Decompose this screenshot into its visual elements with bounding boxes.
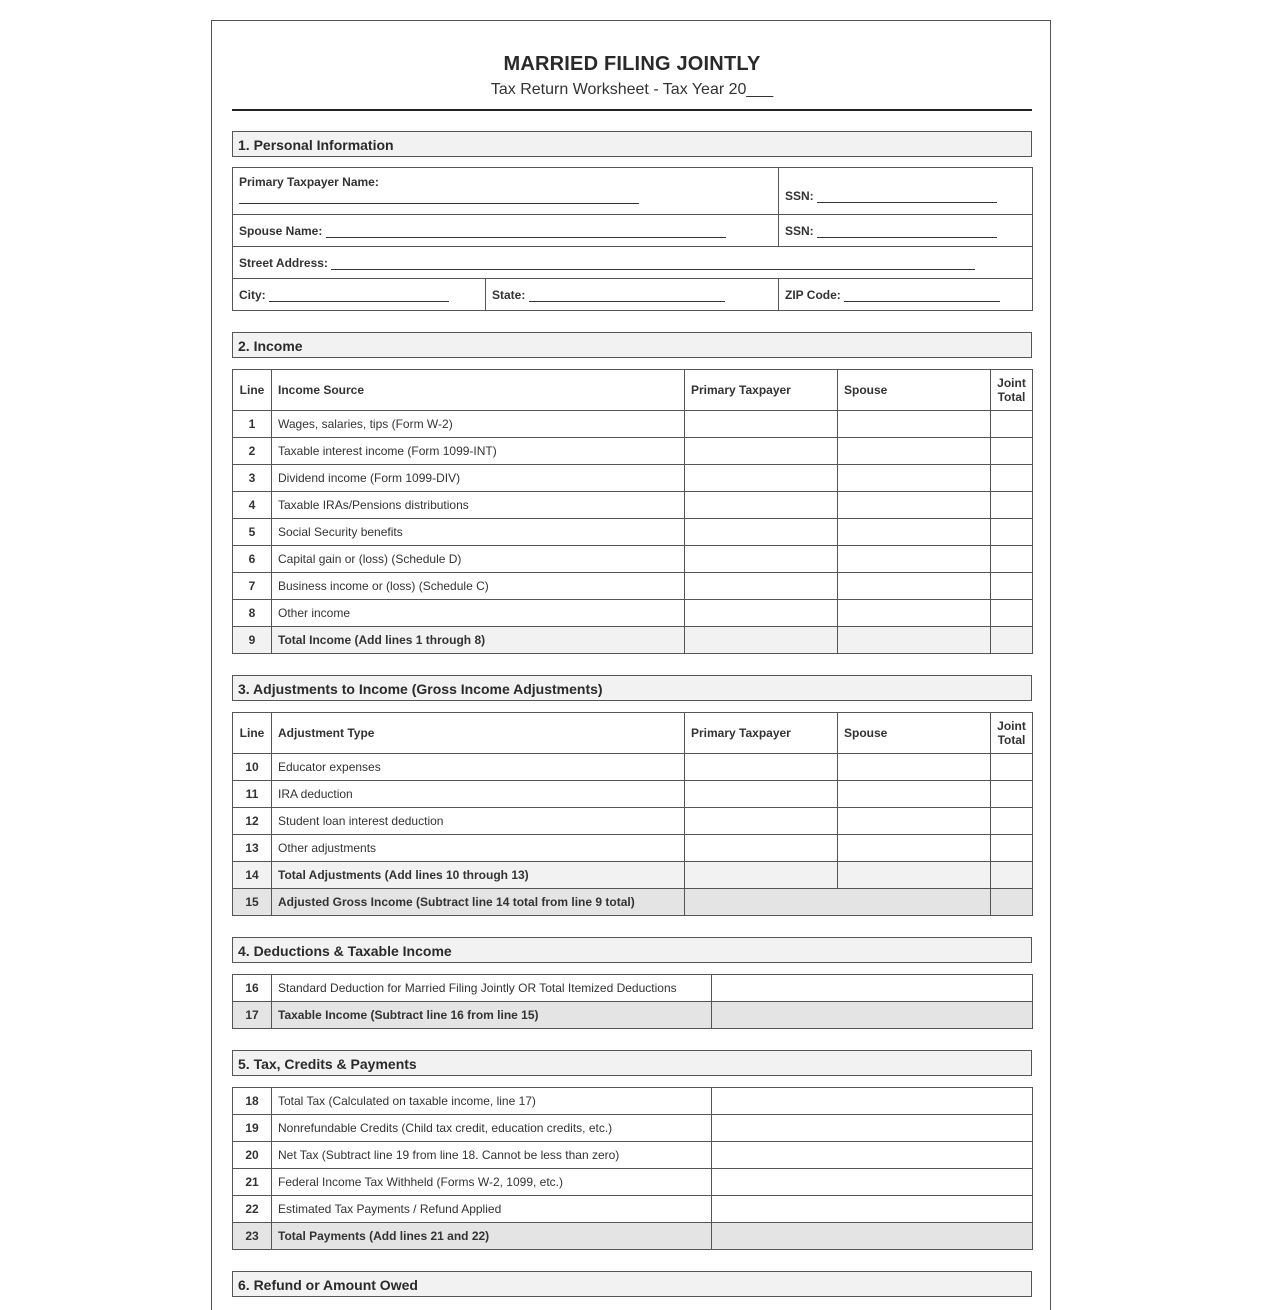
spouse-amount-cell[interactable]	[838, 465, 991, 492]
spouse-amount-cell[interactable]	[838, 781, 991, 808]
primary-amount-cell[interactable]	[685, 627, 838, 654]
agi-row	[233, 889, 1033, 916]
row-label: Total Tax (Calculated on taxable income, line 17)	[272, 1088, 712, 1115]
primary-amount-cell[interactable]	[685, 808, 838, 835]
row-label: Net Tax (Subtract line 19 from line 18. Cannot be less than zero)	[272, 1142, 712, 1169]
spouse-amount-cell[interactable]	[838, 411, 991, 438]
income-col-primary: Primary Taxpayer	[685, 370, 838, 411]
line-number: 17	[233, 1002, 272, 1029]
row-label: Nonrefundable Credits (Child tax credit, education credits, etc.)	[272, 1115, 712, 1142]
primary-name-field[interactable]	[239, 191, 639, 204]
spouse-amount-cell[interactable]	[838, 546, 991, 573]
line-number: 3	[233, 465, 272, 492]
primary-amount-cell[interactable]	[685, 492, 838, 519]
income-col-line: Line	[233, 370, 272, 411]
line-number: 15	[233, 889, 272, 916]
row-label: Standard Deduction for Married Filing Jointly OR Total Itemized Deductions	[272, 975, 712, 1002]
street-address-field[interactable]	[331, 257, 975, 270]
state-field[interactable]	[529, 289, 725, 302]
row-label: Taxable Income (Subtract line 16 from line 15)	[272, 1002, 712, 1029]
street-address-label: Street Address:	[239, 255, 328, 270]
adjustments-table	[232, 712, 1033, 916]
table-row	[233, 519, 1033, 546]
spouse-amount-cell[interactable]	[838, 573, 991, 600]
joint-total-cell[interactable]	[991, 862, 1033, 889]
spouse-amount-cell[interactable]	[838, 519, 991, 546]
primary-ssn-field[interactable]	[817, 190, 997, 203]
adjust-col-type: Adjustment Type	[272, 713, 685, 754]
row-label: Total Income (Add lines 1 through 8)	[272, 627, 685, 654]
row-label: Taxable interest income (Form 1099-INT)	[272, 438, 685, 465]
adjust-col-line: Line	[233, 713, 272, 754]
primary-amount-cell[interactable]	[685, 754, 838, 781]
spouse-name-field[interactable]	[326, 225, 726, 238]
title-divider	[232, 109, 1032, 111]
joint-total-cell[interactable]	[991, 573, 1033, 600]
joint-total-cell[interactable]	[991, 546, 1033, 573]
line-number: 22	[233, 1196, 272, 1223]
row-label: Capital gain or (loss) (Schedule D)	[272, 546, 685, 573]
joint-total-cell[interactable]	[991, 438, 1033, 465]
primary-amount-cell[interactable]	[685, 835, 838, 862]
spouse-ssn-field[interactable]	[817, 225, 997, 238]
joint-total-cell[interactable]	[991, 519, 1033, 546]
row-label: Wages, salaries, tips (Form W-2)	[272, 411, 685, 438]
state-cell[interactable]	[486, 279, 779, 311]
table-row	[233, 438, 1033, 465]
primary-name-label: Primary Taxpayer Name:	[239, 175, 379, 189]
amount-cell[interactable]	[712, 1002, 1033, 1029]
primary-ssn-cell[interactable]	[779, 168, 1033, 215]
page-subtitle: Tax Return Worksheet - Tax Year 20___	[490, 81, 774, 98]
line-number: 14	[233, 862, 272, 889]
tax-table	[232, 1087, 1033, 1250]
joint-total-cell[interactable]	[991, 835, 1033, 862]
zip-cell[interactable]	[779, 279, 1033, 311]
amount-cell[interactable]	[712, 1088, 1033, 1115]
total-adjustments-row	[233, 862, 1033, 889]
row-label: Student loan interest deduction	[272, 808, 685, 835]
amount-cell[interactable]	[712, 1115, 1033, 1142]
amount-cell[interactable]	[712, 1169, 1033, 1196]
row-label: Dividend income (Form 1099-DIV)	[272, 465, 685, 492]
joint-total-cell[interactable]	[991, 600, 1033, 627]
spouse-amount-cell[interactable]	[838, 600, 991, 627]
agi-amount-cell[interactable]	[685, 889, 991, 916]
spouse-amount-cell[interactable]	[838, 835, 991, 862]
line-number: 6	[233, 546, 272, 573]
primary-amount-cell[interactable]	[685, 862, 838, 889]
table-row	[233, 1142, 1033, 1169]
city-cell[interactable]	[233, 279, 486, 311]
primary-amount-cell[interactable]	[685, 465, 838, 492]
table-row	[233, 1115, 1033, 1142]
row-label: Social Security benefits	[272, 519, 685, 546]
joint-total-cell[interactable]	[991, 465, 1033, 492]
joint-total-cell[interactable]	[991, 411, 1033, 438]
primary-amount-cell[interactable]	[685, 519, 838, 546]
section-income-header: 2. Income	[232, 332, 1032, 358]
primary-ssn-label: SSN:	[785, 189, 814, 203]
spouse-amount-cell[interactable]	[838, 492, 991, 519]
table-row	[233, 573, 1033, 600]
amount-cell[interactable]	[712, 975, 1033, 1002]
income-col-source: Income Source	[272, 370, 685, 411]
total-income-row	[233, 627, 1033, 654]
line-number: 9	[233, 627, 272, 654]
taxable-income-row	[233, 1002, 1033, 1029]
line-number: 23	[233, 1223, 272, 1250]
street-address-cell[interactable]	[233, 247, 1033, 279]
amount-cell[interactable]	[712, 1223, 1033, 1250]
row-label: IRA deduction	[272, 781, 685, 808]
table-row	[233, 781, 1033, 808]
income-col-spouse: Spouse	[838, 370, 991, 411]
joint-total-cell[interactable]	[991, 889, 1033, 916]
line-number: 19	[233, 1115, 272, 1142]
spouse-name-label: Spouse Name:	[239, 223, 323, 238]
line-number: 1	[233, 411, 272, 438]
row-label: Adjusted Gross Income (Subtract line 14 total from line 9 total)	[272, 889, 685, 916]
joint-total-cell[interactable]	[991, 627, 1033, 654]
spouse-ssn-cell[interactable]	[779, 215, 1033, 247]
line-number: 8	[233, 600, 272, 627]
primary-amount-cell[interactable]	[685, 546, 838, 573]
line-number: 2	[233, 438, 272, 465]
table-row	[233, 808, 1033, 835]
worksheet-content	[232, 21, 1032, 1297]
section-deductions-header: 4. Deductions & Taxable Income	[232, 937, 1032, 963]
joint-total-cell[interactable]	[991, 492, 1033, 519]
line-number: 12	[233, 808, 272, 835]
primary-amount-cell[interactable]	[685, 781, 838, 808]
line-number: 5	[233, 519, 272, 546]
worksheet-page	[211, 20, 1051, 1310]
total-payments-row	[233, 1223, 1033, 1250]
table-row	[233, 975, 1033, 1002]
row-label: Business income or (loss) (Schedule C)	[272, 573, 685, 600]
line-number: 21	[233, 1169, 272, 1196]
table-row	[233, 1088, 1033, 1115]
state-label: State:	[492, 287, 526, 302]
primary-amount-cell[interactable]	[685, 411, 838, 438]
table-row	[233, 465, 1033, 492]
adjust-col-spouse: Spouse	[838, 713, 991, 754]
spouse-amount-cell[interactable]	[838, 862, 991, 889]
personal-info-table	[232, 167, 1033, 311]
income-table	[232, 369, 1033, 654]
amount-cell[interactable]	[712, 1196, 1033, 1223]
section-tax-header: 5. Tax, Credits & Payments	[232, 1050, 1032, 1076]
table-row	[233, 492, 1033, 519]
joint-total-cell[interactable]	[991, 754, 1033, 781]
line-number: 18	[233, 1088, 272, 1115]
line-number: 7	[233, 573, 272, 600]
page-title: MARRIED FILING JOINTLY	[503, 53, 761, 75]
spouse-amount-cell[interactable]	[838, 808, 991, 835]
row-label: Total Payments (Add lines 21 and 22)	[272, 1223, 712, 1250]
joint-total-cell[interactable]	[991, 808, 1033, 835]
spouse-amount-cell[interactable]	[838, 438, 991, 465]
row-label: Educator expenses	[272, 754, 685, 781]
joint-total-cell[interactable]	[991, 781, 1033, 808]
section-personal-header: 1. Personal Information	[232, 131, 1032, 157]
line-number: 20	[233, 1142, 272, 1169]
spouse-name-cell[interactable]	[233, 215, 779, 247]
line-number: 16	[233, 975, 272, 1002]
spouse-ssn-label: SSN:	[785, 223, 814, 238]
zip-field[interactable]	[844, 289, 1000, 302]
primary-amount-cell[interactable]	[685, 600, 838, 627]
table-row	[233, 754, 1033, 781]
zip-label: ZIP Code:	[785, 287, 841, 302]
row-label: Other adjustments	[272, 835, 685, 862]
adjust-col-primary: Primary Taxpayer	[685, 713, 838, 754]
table-row	[233, 835, 1033, 862]
adjust-col-joint: Joint Total	[991, 713, 1033, 754]
amount-cell[interactable]	[712, 1142, 1033, 1169]
row-label: Estimated Tax Payments / Refund Applied	[272, 1196, 712, 1223]
row-label: Total Adjustments (Add lines 10 through 13)	[272, 862, 685, 889]
line-number: 4	[233, 492, 272, 519]
city-field[interactable]	[269, 289, 449, 302]
line-number: 13	[233, 835, 272, 862]
table-row	[233, 600, 1033, 627]
table-row	[233, 411, 1033, 438]
row-label: Federal Income Tax Withheld (Forms W-2, 1099, etc.)	[272, 1169, 712, 1196]
city-label: City:	[239, 287, 266, 302]
income-col-joint: Joint Total	[991, 370, 1033, 411]
line-number: 10	[233, 754, 272, 781]
primary-amount-cell[interactable]	[685, 438, 838, 465]
table-row	[233, 1196, 1033, 1223]
row-label: Taxable IRAs/Pensions distributions	[272, 492, 685, 519]
primary-amount-cell[interactable]	[685, 573, 838, 600]
row-label: Other income	[272, 600, 685, 627]
table-row	[233, 1169, 1033, 1196]
spouse-amount-cell[interactable]	[838, 754, 991, 781]
deductions-table	[232, 974, 1033, 1029]
line-number: 11	[233, 781, 272, 808]
section-refund-header: 6. Refund or Amount Owed	[232, 1271, 1032, 1297]
section-adjustments-header: 3. Adjustments to Income (Gross Income Adjustments)	[232, 675, 1032, 701]
table-row	[233, 546, 1033, 573]
spouse-amount-cell[interactable]	[838, 627, 991, 654]
primary-name-cell[interactable]	[233, 168, 779, 215]
